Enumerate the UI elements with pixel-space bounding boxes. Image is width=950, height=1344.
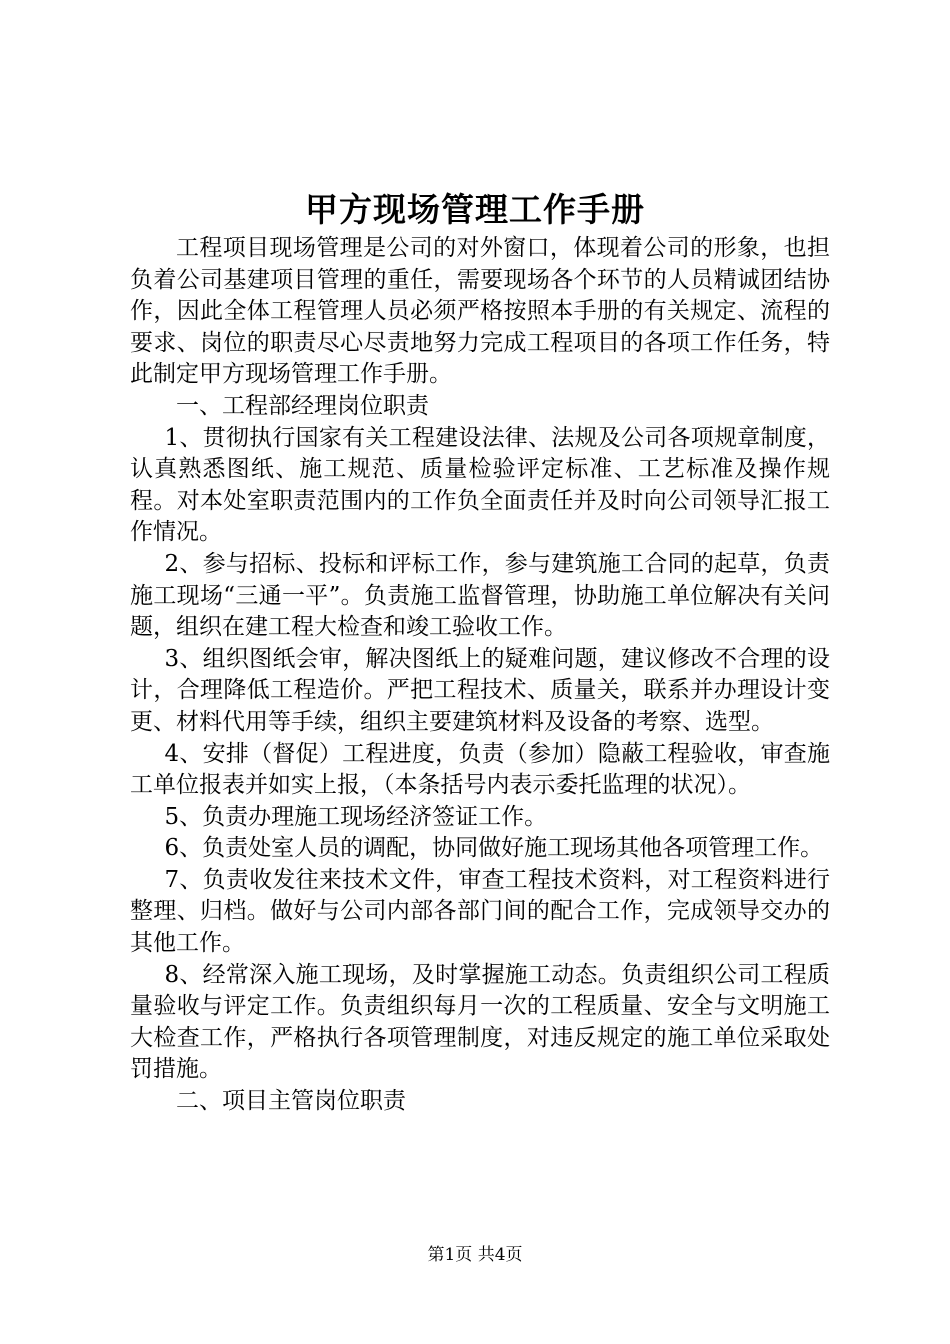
- duty-item-7: 7、负责收发往来技术文件，审查工程技术资料，对工程资料进行整理、归档。做好与公司内部各部门间的配合工作，完成领导交办的其他工作。: [130, 866, 830, 957]
- intro-paragraph: 工程项目现场管理是公司的对外窗口，体现着公司的形象，也担负着公司基建项目管理的重任，需要现场各个环节的人员精诚团结协作，因此全体工程管理人员必须严格按照本手册的有关规定、流程的要求、岗位的职责尽心尽责地努力完成工程项目的各项工作任务，特此制定甲方现场管理工作手册。: [130, 235, 830, 388]
- section-heading-2: 二、项目主管岗位职责: [176, 1088, 406, 1115]
- duty-item-5: 5、负责办理施工现场经济签证工作。: [164, 803, 548, 830]
- duty-item-1: 1、贯彻执行国家有关工程建设法律、法规及公司各项规章制度，认真熟悉图纸、施工规范、质量检验评定标准、工艺标准及操作规程。对本处室职责范围内的工作负全面责任并及时向公司领导汇报工作情况。: [130, 424, 830, 546]
- document-title: 甲方现场管理工作手册: [305, 190, 645, 229]
- section-heading-1: 一、工程部经理岗位职责: [176, 392, 429, 419]
- duty-item-6: 6、负责处室人员的调配，协同做好施工现场其他各项管理工作。: [164, 835, 824, 862]
- page-number-footer: 第1页 共4页: [427, 1245, 523, 1265]
- duty-item-4: 4、安排（督促）工程进度，负责（参加）隐蔽工程验收，审查施工单位报表并如实上报，（本条括号内表示委托监理的状况）。: [130, 740, 830, 799]
- duty-item-3: 3、组织图纸会审，解决图纸上的疑难问题，建议修改不合理的设计，合理降低工程造价。严把工程技术、质量关，联系并办理设计变更、材料代用等手续，组织主要建筑材料及设备的考察、选型。: [130, 645, 830, 735]
- duty-item-8: 8、经常深入施工现场，及时掌握施工动态。负责组织公司工程质量验收与评定工作。负责组织每月一次的工程质量、安全与文明施工大检查工作，严格执行各项管理制度，对违反规定的施工单位采取处罚措施。: [130, 961, 830, 1083]
- duty-item-2: 2、参与招标、投标和评标工作，参与建筑施工合同的起草，负责施工现场“三通一平”。负责施工监督管理，协助施工单位解决有关问题，组织在建工程大检查和竣工验收工作。: [130, 550, 830, 641]
- document-body: [130, 233, 830, 1118]
